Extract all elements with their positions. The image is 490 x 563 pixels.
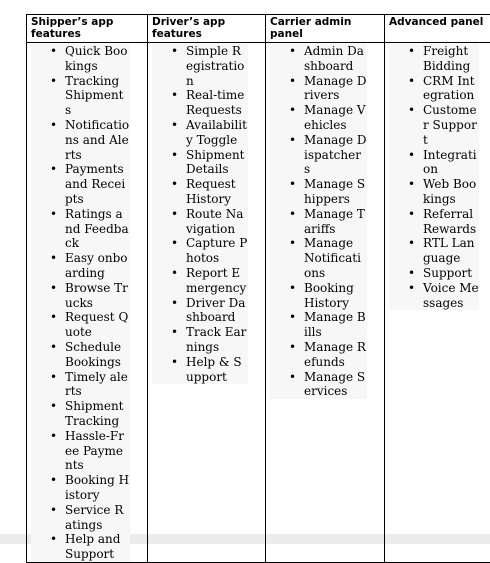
bullet-icon: • bbox=[50, 473, 57, 488]
shipper-feature-list bbox=[31, 44, 130, 562]
bullet-icon: • bbox=[50, 340, 57, 355]
feature-label: Manage Bills bbox=[304, 310, 366, 339]
feature-label: Request History bbox=[186, 177, 236, 206]
feature-list-item bbox=[270, 236, 367, 280]
feature-list-item bbox=[31, 399, 130, 429]
feature-label: CRM Integration bbox=[423, 74, 475, 103]
feature-list-item bbox=[270, 177, 367, 207]
feature-list-item bbox=[270, 133, 367, 177]
header-shipper-app: Shipper’s app features bbox=[27, 15, 148, 43]
feature-label: Shipment Tracking bbox=[65, 399, 124, 428]
feature-label: Web Bookings bbox=[423, 177, 476, 206]
feature-label: Manage Notifications bbox=[304, 236, 361, 280]
bullet-icon: • bbox=[50, 251, 57, 266]
feature-list-item bbox=[152, 148, 248, 178]
feature-label: Referral Rewards bbox=[423, 207, 476, 236]
bullet-icon: • bbox=[171, 355, 178, 370]
bullet-icon: • bbox=[50, 207, 57, 222]
feature-label: Real-time Requests bbox=[186, 88, 244, 117]
feature-label: Request Quote bbox=[65, 310, 128, 339]
feature-list-item bbox=[31, 74, 130, 118]
feature-list-item bbox=[152, 88, 248, 118]
feature-list-item bbox=[270, 103, 367, 133]
feature-list-item bbox=[152, 177, 248, 207]
bullet-icon: • bbox=[171, 236, 178, 251]
bullet-icon: • bbox=[171, 325, 178, 340]
feature-list-item bbox=[389, 281, 479, 311]
bullet-icon: • bbox=[171, 296, 178, 311]
feature-label: Browse Trucks bbox=[65, 281, 128, 310]
feature-list-item bbox=[31, 532, 130, 562]
feature-list-item bbox=[31, 340, 130, 370]
bullet-icon: • bbox=[408, 74, 415, 89]
bullet-icon: • bbox=[171, 207, 178, 222]
bullet-icon: • bbox=[50, 310, 57, 325]
feature-label: Hassle-Free Payments bbox=[65, 429, 124, 473]
feature-list-item bbox=[31, 44, 130, 74]
feature-list-item bbox=[31, 310, 130, 340]
feature-list-item bbox=[152, 296, 248, 326]
feature-label: Route Navigation bbox=[186, 207, 243, 236]
bullet-icon: • bbox=[171, 44, 178, 59]
bullet-icon: • bbox=[289, 340, 296, 355]
feature-label: Track Earnings bbox=[186, 325, 246, 354]
feature-label: Voice Messages bbox=[423, 281, 479, 310]
feature-label: Manage Dispatchers bbox=[304, 133, 367, 177]
bullet-icon: • bbox=[171, 177, 178, 192]
feature-list-item bbox=[152, 44, 248, 88]
feature-list-item bbox=[152, 207, 248, 237]
bullet-icon: • bbox=[289, 281, 296, 296]
bullet-icon: • bbox=[289, 177, 296, 192]
shipper-features-cell bbox=[27, 43, 148, 563]
feature-label: Quick Bookings bbox=[65, 44, 127, 73]
feature-label: Capture Photos bbox=[186, 236, 247, 265]
bullet-icon: • bbox=[289, 74, 296, 89]
feature-label: Manage Tariffs bbox=[304, 207, 365, 236]
feature-list-item bbox=[152, 325, 248, 355]
feature-list-item bbox=[389, 103, 479, 147]
bullet-icon: • bbox=[289, 44, 296, 59]
bullet-icon: • bbox=[50, 429, 57, 444]
bullet-icon: • bbox=[50, 370, 57, 385]
advanced-features-cell bbox=[385, 43, 490, 563]
feature-label: Manage Refunds bbox=[304, 340, 366, 369]
bullet-icon: • bbox=[50, 503, 57, 518]
content-row bbox=[27, 43, 490, 563]
feature-label: Timely alerts bbox=[65, 370, 128, 399]
feature-list-item bbox=[270, 74, 367, 104]
carrier-feature-list bbox=[270, 44, 367, 399]
header-carrier-admin: Carrier admin panel bbox=[266, 15, 385, 43]
feature-label: Manage Shippers bbox=[304, 177, 365, 206]
feature-label: Booking History bbox=[65, 473, 129, 502]
advanced-feature-list bbox=[389, 44, 479, 310]
bullet-icon: • bbox=[50, 532, 57, 547]
bullet-icon: • bbox=[171, 118, 178, 133]
feature-list-item bbox=[31, 429, 130, 473]
feature-label: Admin Dashboard bbox=[304, 44, 364, 73]
bullet-icon: • bbox=[408, 103, 415, 118]
feature-list-item bbox=[270, 207, 367, 237]
feature-list-item bbox=[152, 118, 248, 148]
feature-label: Booking History bbox=[304, 281, 354, 310]
feature-list-item bbox=[270, 281, 367, 311]
feature-label: Support bbox=[423, 266, 472, 280]
feature-label: Easy onboarding bbox=[65, 251, 128, 280]
feature-list-item bbox=[152, 236, 248, 266]
feature-list-item bbox=[31, 207, 130, 251]
feature-list-item bbox=[31, 251, 130, 281]
header-driver-app: Driver’s app features bbox=[148, 15, 266, 43]
bullet-icon: • bbox=[171, 266, 178, 281]
feature-list-item bbox=[389, 266, 479, 281]
feature-label: Report Emergency bbox=[186, 266, 246, 295]
feature-list-item bbox=[31, 281, 130, 311]
bullet-icon: • bbox=[289, 236, 296, 251]
feature-label: Notifications and Alerts bbox=[65, 118, 129, 162]
feature-list-item bbox=[31, 473, 130, 503]
feature-list-item bbox=[389, 236, 479, 266]
feature-label: Freight Bidding bbox=[423, 44, 470, 73]
feature-label: Ratings and Feedback bbox=[65, 207, 129, 251]
driver-feature-list bbox=[152, 44, 248, 384]
bullet-icon: • bbox=[408, 207, 415, 222]
feature-label: Integration bbox=[423, 148, 477, 177]
bullet-icon: • bbox=[50, 44, 57, 59]
feature-label: Shipment Details bbox=[186, 148, 245, 177]
header-row bbox=[27, 15, 490, 43]
feature-list-item bbox=[270, 340, 367, 370]
features-table bbox=[26, 14, 490, 563]
feature-label: Tracking Shipments bbox=[65, 74, 124, 118]
feature-list-item bbox=[31, 503, 130, 533]
feature-label: Customer Support bbox=[423, 103, 477, 147]
feature-label: Service Ratings bbox=[65, 503, 123, 532]
bullet-icon: • bbox=[408, 266, 415, 281]
feature-list-item bbox=[152, 355, 248, 385]
feature-label: RTL Language bbox=[423, 236, 474, 265]
feature-label: Manage Drivers bbox=[304, 74, 367, 103]
feature-list-item bbox=[31, 162, 130, 206]
feature-label: Help & Support bbox=[186, 355, 242, 384]
feature-label: Driver Dashboard bbox=[186, 296, 245, 325]
driver-features-cell bbox=[148, 43, 266, 563]
feature-label: Simple Registration bbox=[186, 44, 244, 88]
header-advanced-panel: Advanced panel bbox=[385, 15, 490, 43]
bullet-icon: • bbox=[50, 162, 57, 177]
feature-label: Payments and Receipts bbox=[65, 162, 125, 206]
feature-list-item bbox=[270, 310, 367, 340]
feature-list-item bbox=[31, 370, 130, 400]
bullet-icon: • bbox=[50, 74, 57, 89]
feature-list-item bbox=[389, 207, 479, 237]
feature-label: Schedule Bookings bbox=[65, 340, 121, 369]
feature-label: Availability Toggle bbox=[186, 118, 247, 147]
feature-label: Help and Support bbox=[65, 532, 120, 561]
feature-label: Manage Vehicles bbox=[304, 103, 366, 132]
bullet-icon: • bbox=[171, 88, 178, 103]
feature-list-item bbox=[389, 74, 479, 104]
bullet-icon: • bbox=[408, 148, 415, 163]
carrier-features-cell bbox=[266, 43, 385, 563]
feature-list-item bbox=[389, 44, 479, 74]
bullet-icon: • bbox=[408, 44, 415, 59]
bullet-icon: • bbox=[289, 207, 296, 222]
feature-list-item bbox=[270, 44, 367, 74]
bullet-icon: • bbox=[289, 103, 296, 118]
bullet-icon: • bbox=[50, 118, 57, 133]
feature-list-item bbox=[152, 266, 248, 296]
feature-label: Manage Services bbox=[304, 370, 365, 399]
bullet-icon: • bbox=[408, 281, 415, 296]
bullet-icon: • bbox=[408, 236, 415, 251]
bullet-icon: • bbox=[50, 281, 57, 296]
bullet-icon: • bbox=[171, 148, 178, 163]
bullet-icon: • bbox=[408, 177, 415, 192]
feature-list-item bbox=[270, 370, 367, 400]
feature-list-item bbox=[389, 148, 479, 178]
feature-list-item bbox=[31, 118, 130, 162]
bullet-icon: • bbox=[50, 399, 57, 414]
feature-list-item bbox=[389, 177, 479, 207]
bullet-icon: • bbox=[289, 370, 296, 385]
bullet-icon: • bbox=[289, 133, 296, 148]
bullet-icon: • bbox=[289, 310, 296, 325]
